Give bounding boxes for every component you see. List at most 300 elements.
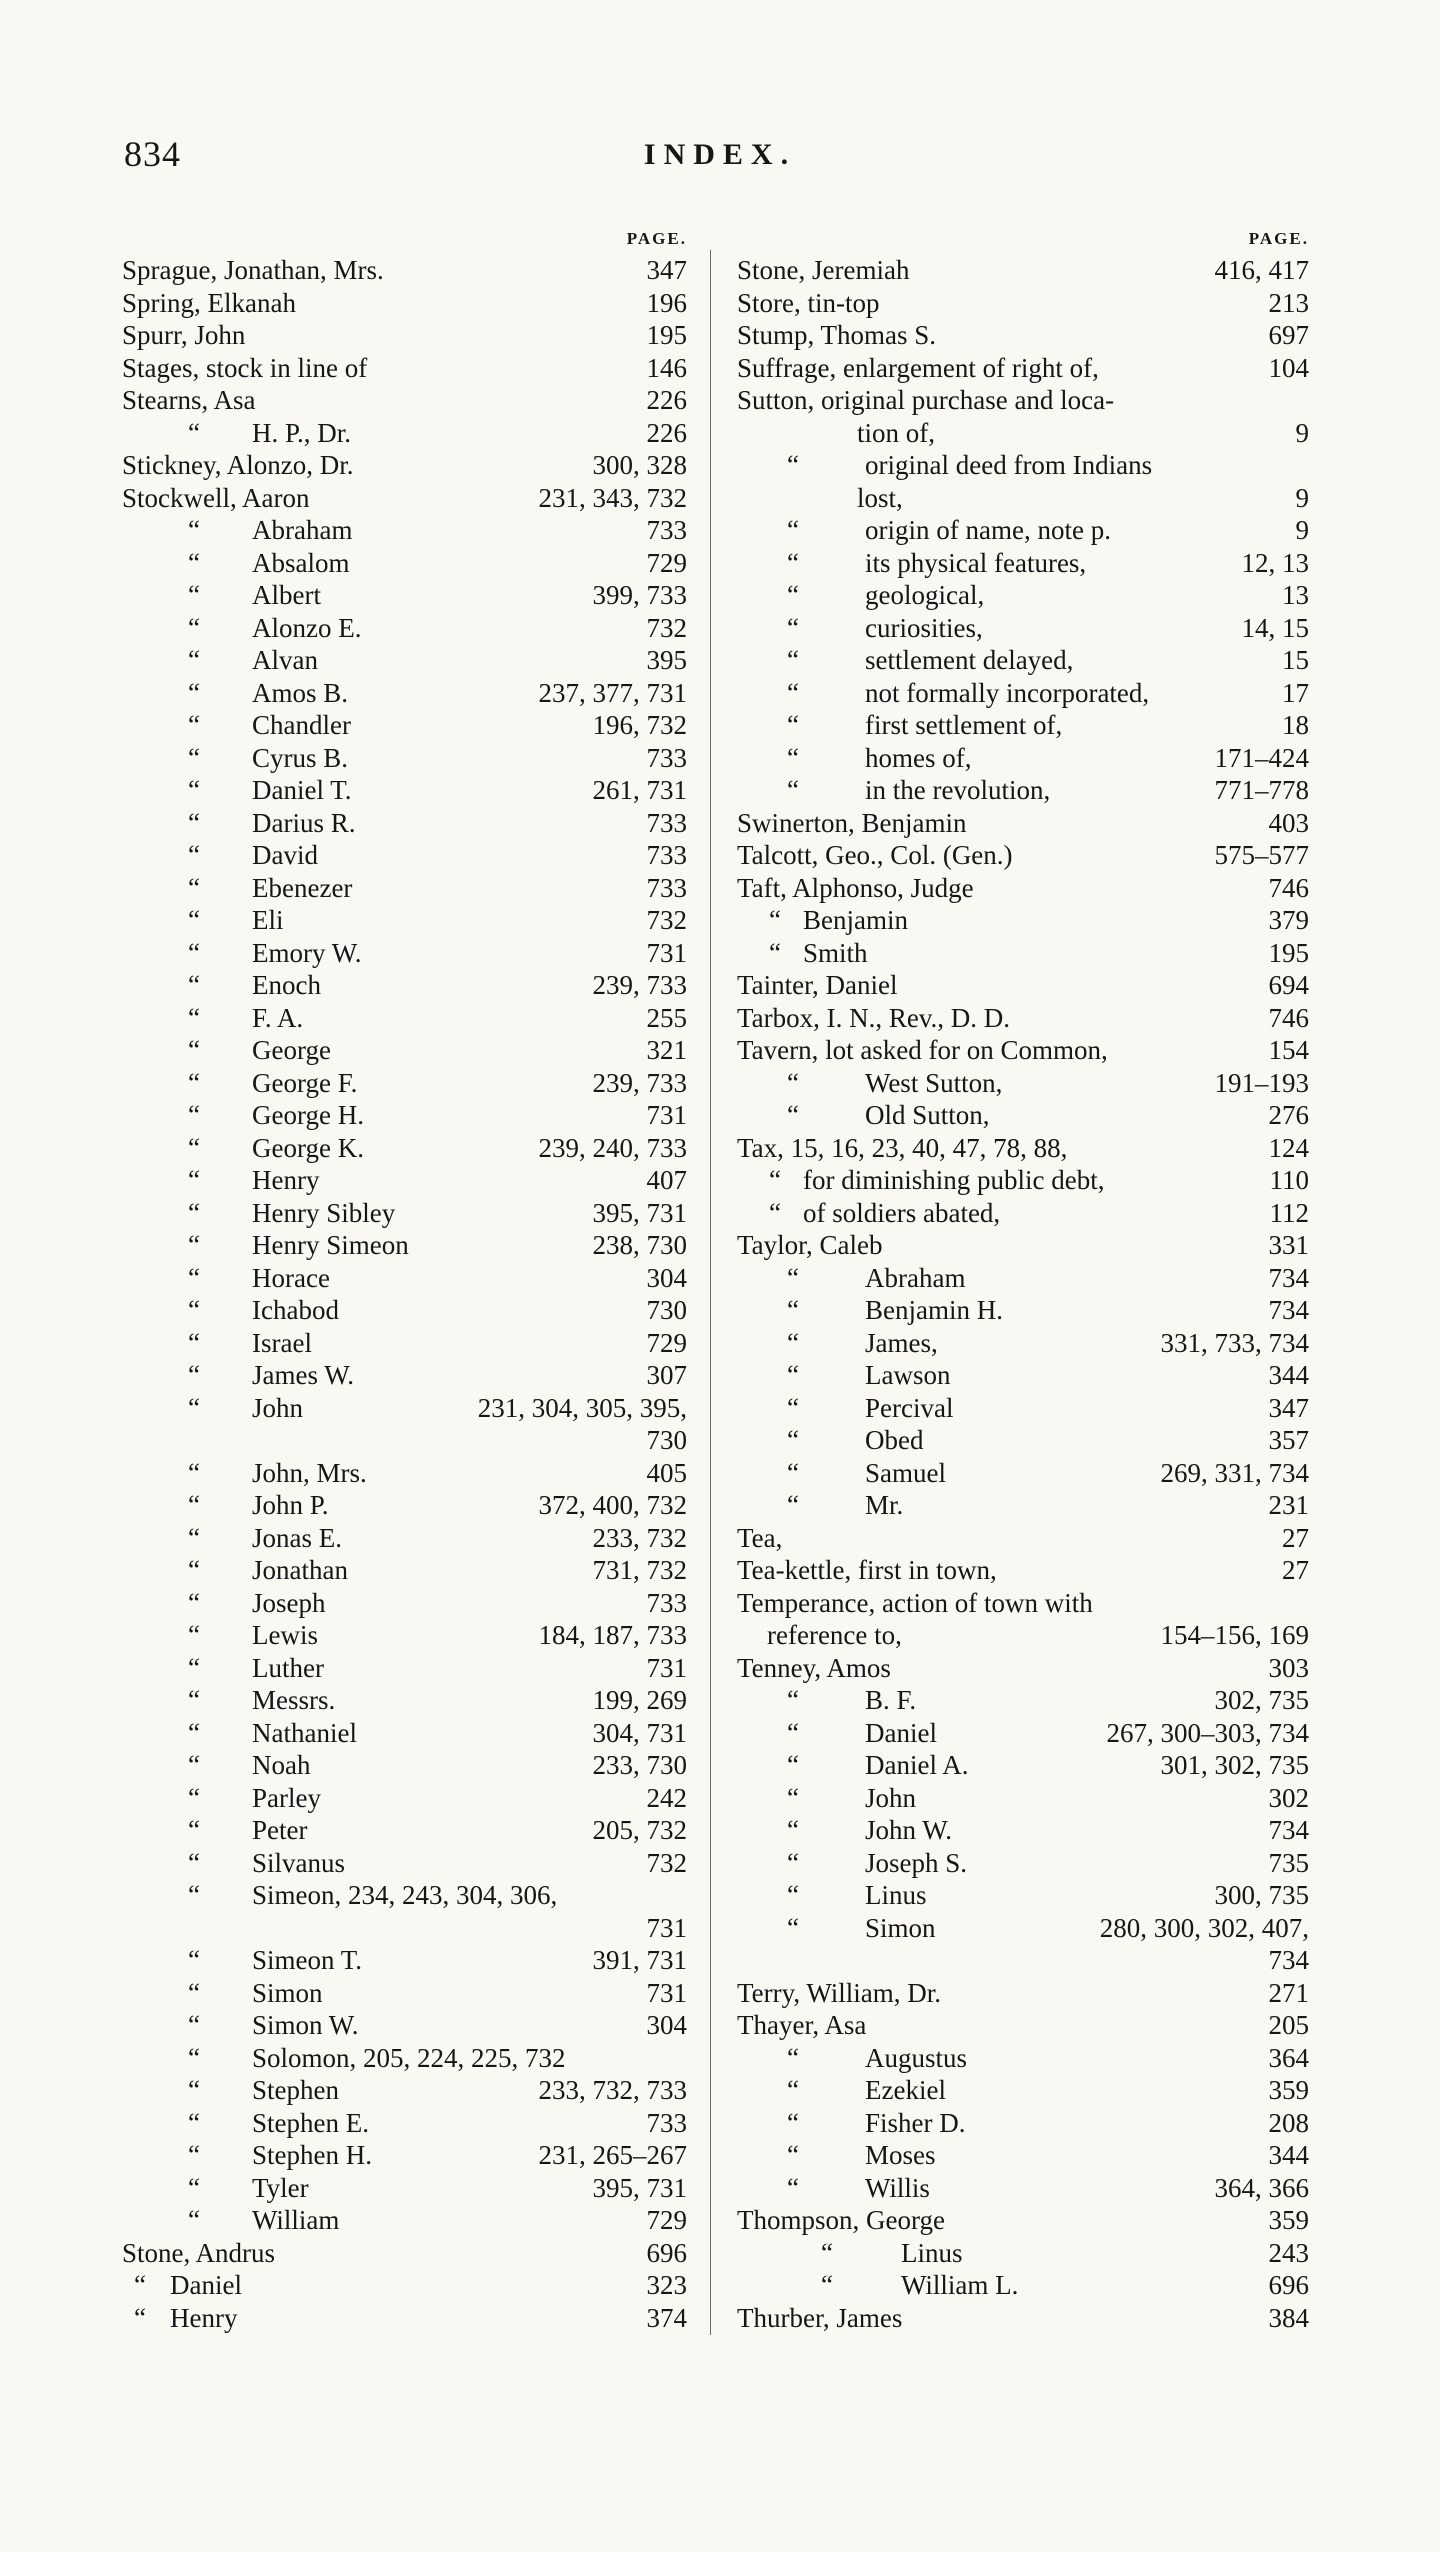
entry-pages: 191–193 <box>1214 1067 1309 1098</box>
entry-name-text: Thurber, James <box>737 2302 903 2333</box>
index-entry <box>737 352 1309 385</box>
entry-name-text: Horace <box>252 1262 330 1293</box>
entry-pages: 729 <box>646 547 687 578</box>
index-entry <box>122 417 687 450</box>
ditto-mark: “ <box>787 1782 799 1813</box>
entry-pages: 205 <box>1268 2010 1309 2040</box>
index-entry <box>737 1262 1309 1295</box>
entry-pages: 233, 730 <box>592 1750 687 1780</box>
entry-name <box>737 2237 1269 2270</box>
index-entry <box>737 1489 1309 1522</box>
index-entry <box>122 1944 687 1977</box>
entry-pages: 395 <box>646 645 687 675</box>
entry-name <box>122 2042 687 2075</box>
entry-name <box>122 612 647 645</box>
entry-name <box>122 384 647 417</box>
entry-name-text: Stickney, Alonzo, Dr. <box>122 450 354 480</box>
index-entry <box>737 1944 1309 1977</box>
entry-name-text: Jonas E. <box>252 1522 342 1553</box>
entry-name-text: Tea, <box>737 1522 783 1553</box>
entry-pages: 226 <box>646 417 687 448</box>
entry-name-text: Swinerton, Benjamin <box>737 807 967 838</box>
index-entry <box>122 1229 687 1262</box>
index-entry <box>737 807 1309 840</box>
entry-name-text: Taft, Alphonso, Judge <box>737 872 974 903</box>
index-entry <box>122 319 687 352</box>
entry-name <box>122 969 593 1002</box>
ditto-mark: “ <box>769 937 781 968</box>
index-entry <box>122 254 687 287</box>
ditto-mark: “ <box>188 1587 200 1618</box>
entry-name <box>737 1424 1269 1457</box>
entry-pages: 233, 732, 733 <box>538 2075 687 2105</box>
ditto-mark: “ <box>787 2042 799 2073</box>
index-entry <box>737 1587 1309 1620</box>
index-entry <box>737 937 1309 970</box>
index-entry <box>122 1652 687 1685</box>
entry-name-text: Simeon T. <box>252 1945 363 1975</box>
index-entry <box>737 2204 1309 2237</box>
entry-name <box>122 1814 593 1847</box>
entry-name-text: Chandler <box>252 710 351 740</box>
entry-pages: 304 <box>646 1262 687 1293</box>
index-entry <box>737 1002 1309 1035</box>
entry-name <box>122 1489 539 1522</box>
entry-pages: 184, 187, 733 <box>538 1620 687 1650</box>
entry-name <box>122 449 593 482</box>
entry-name <box>122 319 647 352</box>
entry-name-text: Peter <box>252 1815 308 1845</box>
ditto-mark: “ <box>787 1750 799 1780</box>
index-entry <box>737 709 1309 742</box>
entry-name-text: Enoch <box>252 970 321 1000</box>
entry-name <box>737 2009 1269 2042</box>
entry-name <box>737 904 1269 937</box>
ditto-mark: “ <box>188 1782 200 1813</box>
entry-pages: 372, 400, 732 <box>538 1490 687 1520</box>
entry-pages: 731 <box>646 1652 687 1683</box>
index-entry <box>737 1749 1309 1782</box>
entry-name <box>737 2172 1215 2205</box>
index-entry <box>737 742 1309 775</box>
ditto-mark: “ <box>787 612 799 643</box>
index-entry <box>737 417 1309 450</box>
entry-name <box>737 742 1215 775</box>
index-entry <box>737 644 1309 677</box>
index-entry <box>122 352 687 385</box>
entry-name <box>122 1554 593 1587</box>
entry-name-text: James W. <box>252 1360 355 1390</box>
entry-name-text: George <box>252 1035 331 1065</box>
ditto-mark: “ <box>821 2270 833 2300</box>
entry-name-text: Spurr, John <box>122 320 246 350</box>
entry-name <box>122 872 647 905</box>
ditto-mark: “ <box>787 1717 799 1748</box>
index-entry <box>737 1652 1309 1685</box>
entry-name <box>122 2302 647 2335</box>
entry-name-text: Ezekiel <box>865 2075 946 2105</box>
entry-name-text: Simon <box>252 1977 323 2008</box>
entry-pages: 303 <box>1268 1652 1309 1683</box>
ditto-mark: “ <box>188 1652 200 1683</box>
entry-name <box>122 709 593 742</box>
entry-name <box>737 1132 1269 1165</box>
entry-name-text: Sprague, Jonathan, Mrs. <box>122 255 384 285</box>
entry-name <box>122 1262 647 1295</box>
entry-name <box>737 2042 1269 2075</box>
entry-name-text: Simon <box>865 1912 936 1943</box>
ditto-mark: “ <box>188 970 200 1000</box>
entry-pages: 231, 265–267 <box>538 2140 687 2170</box>
ditto-mark: “ <box>787 1100 799 1130</box>
ditto-mark: “ <box>188 1685 200 1715</box>
entry-name-text: Moses <box>865 2140 936 2170</box>
ditto-mark: “ <box>787 645 799 675</box>
index-entry <box>122 1359 687 1392</box>
entry-name-text: Thayer, Asa <box>737 2010 867 2040</box>
entry-name-text: Luther <box>252 1652 324 1683</box>
index-entry <box>122 2074 687 2107</box>
entry-name-text: Old Sutton, <box>865 1100 990 1130</box>
entry-name <box>737 482 1296 515</box>
entry-name <box>122 352 647 385</box>
entry-name <box>122 2074 539 2107</box>
index-entry <box>122 1034 687 1067</box>
entry-pages: 27 <box>1282 1555 1309 1585</box>
entry-name-text: Stephen H. <box>252 2140 372 2170</box>
entry-pages: 405 <box>646 1457 687 1488</box>
index-entry <box>122 839 687 872</box>
ditto-mark: “ <box>188 742 200 773</box>
entry-pages: 331, 733, 734 <box>1160 1327 1309 1358</box>
ditto-mark: “ <box>188 1392 200 1423</box>
index-entry <box>737 1814 1309 1847</box>
entry-name <box>122 2204 647 2237</box>
entry-name <box>122 1229 593 1262</box>
entry-name-text: Smith <box>803 937 868 968</box>
index-entry <box>737 1782 1309 1815</box>
entry-name <box>737 1977 1269 2010</box>
entry-name <box>122 254 647 287</box>
index-entry <box>737 1197 1309 1230</box>
entry-pages: 359 <box>1268 2075 1309 2105</box>
ditto-mark: “ <box>188 1295 200 1325</box>
entry-name-text: Stump, Thomas S. <box>737 320 937 350</box>
index-entry <box>122 547 687 580</box>
entry-pages: 733 <box>646 1587 687 1618</box>
index-entry <box>737 254 1309 287</box>
ditto-mark: “ <box>134 2270 146 2300</box>
index-entry <box>122 1522 687 1555</box>
entry-pages: 269, 331, 734 <box>1160 1457 1309 1488</box>
page-number: 834 <box>124 134 181 174</box>
index-entry <box>122 1847 687 1880</box>
entry-name <box>122 1944 593 1977</box>
entry-pages: 261, 731 <box>592 775 687 805</box>
entry-name <box>737 1489 1269 1522</box>
entry-name-text: George H. <box>252 1100 364 1130</box>
entry-pages: 746 <box>1268 872 1309 903</box>
index-entry <box>122 1587 687 1620</box>
entry-name <box>737 1034 1269 1067</box>
entry-name <box>122 904 647 937</box>
index-entry <box>122 1197 687 1230</box>
ditto-mark: “ <box>787 1457 799 1488</box>
index-entry <box>737 1034 1309 1067</box>
entry-name <box>122 1717 593 1750</box>
entry-name <box>737 1912 1100 1945</box>
entry-pages: 733 <box>646 872 687 903</box>
entry-name-text: tion of, <box>857 417 935 448</box>
index-entry <box>737 2074 1309 2107</box>
entry-name-text: curiosities, <box>865 612 983 643</box>
entry-pages: 359 <box>1268 2205 1309 2235</box>
entry-name <box>737 1879 1215 1912</box>
entry-pages: 243 <box>1268 2237 1309 2268</box>
index-entry <box>737 1294 1309 1327</box>
index-entry <box>122 872 687 905</box>
index-entry <box>737 1554 1309 1587</box>
entry-name-text: Messrs. <box>252 1685 336 1715</box>
index-entry <box>737 1359 1309 1392</box>
entry-pages: 237, 377, 731 <box>538 677 687 708</box>
entry-name-text: John, Mrs. <box>252 1457 367 1488</box>
entry-pages: 696 <box>646 2237 687 2268</box>
entry-pages: 731 <box>646 1100 687 1130</box>
ditto-mark: “ <box>188 1035 200 1065</box>
entry-name-text: Noah <box>252 1750 311 1780</box>
index-entry <box>737 1684 1309 1717</box>
entry-name-text: Mr. <box>865 1490 904 1520</box>
ditto-mark: “ <box>787 450 799 480</box>
ditto-mark: “ <box>787 1067 799 1098</box>
index-entry <box>737 1457 1309 1490</box>
entry-name-text: John W. <box>865 1815 953 1845</box>
entry-pages: 734 <box>1268 1295 1309 1325</box>
entry-name-text: Obed <box>865 1425 924 1455</box>
index-entry <box>737 2172 1309 2205</box>
entry-name-text: Emory W. <box>252 937 362 968</box>
entry-name-text: Tenney, Amos <box>737 1652 891 1683</box>
index-entry <box>737 2107 1309 2140</box>
ditto-mark: “ <box>769 1197 781 1228</box>
index-entry <box>122 579 687 612</box>
entry-name-text: Thompson, George <box>737 2205 945 2235</box>
index-entry <box>122 904 687 937</box>
entry-pages: 416, 417 <box>1214 255 1309 285</box>
entry-pages: 195 <box>646 320 687 350</box>
index-entry <box>737 514 1309 547</box>
ditto-mark: “ <box>188 1360 200 1390</box>
ditto-mark: “ <box>787 1685 799 1715</box>
entry-pages: 694 <box>1268 970 1309 1000</box>
entry-name <box>122 1977 647 2010</box>
entry-pages: 271 <box>1268 1977 1309 2008</box>
ditto-mark: “ <box>188 1002 200 1033</box>
index-entry <box>122 449 687 482</box>
entry-name <box>122 742 647 775</box>
entry-pages: 731 <box>646 1977 687 2008</box>
ditto-mark: “ <box>188 775 200 805</box>
entry-name-text: Tainter, Daniel <box>737 970 898 1000</box>
entry-name-text: Lawson <box>865 1360 951 1390</box>
entry-pages: 731, 732 <box>592 1555 687 1585</box>
entry-name <box>122 2172 593 2205</box>
index-entry <box>737 774 1309 807</box>
index-entry <box>737 579 1309 612</box>
entry-pages: 344 <box>1268 2140 1309 2170</box>
ditto-mark: “ <box>787 1360 799 1390</box>
entry-pages: 733 <box>646 807 687 838</box>
entry-pages: 15 <box>1282 645 1309 675</box>
entry-pages: 301, 302, 735 <box>1160 1750 1309 1780</box>
index-column-left <box>122 224 687 2334</box>
entry-pages: 734 <box>1268 1815 1309 1845</box>
entry-name <box>122 1132 539 1165</box>
entry-name-text: its physical features, <box>865 547 1087 578</box>
ditto-mark: “ <box>787 710 799 740</box>
index-entry <box>122 2204 687 2237</box>
entry-name-text: Jonathan <box>252 1555 348 1585</box>
entry-name <box>737 254 1215 287</box>
entry-pages: 302, 735 <box>1214 1685 1309 1715</box>
entry-name <box>122 1392 478 1425</box>
entry-name <box>737 1587 1309 1620</box>
entry-name <box>737 937 1269 970</box>
entry-name-text: Linus <box>865 1880 927 1910</box>
entry-name-text: Alonzo E. <box>252 612 362 643</box>
index-entry <box>122 1262 687 1295</box>
entry-pages: 112 <box>1269 1197 1309 1228</box>
entry-name-text: Ebenezer <box>252 872 353 903</box>
ditto-mark: “ <box>188 905 200 935</box>
entry-pages: 344 <box>1268 1360 1309 1390</box>
ditto-mark: “ <box>188 2010 200 2040</box>
ditto-mark: “ <box>188 1197 200 1228</box>
entry-name <box>737 839 1215 872</box>
entry-name <box>122 417 647 450</box>
entry-name-text: of soldiers abated, <box>803 1197 1001 1228</box>
entry-name-text: Henry Sibley <box>252 1197 396 1228</box>
index-entry <box>737 1327 1309 1360</box>
ditto-mark: “ <box>188 1230 200 1260</box>
entry-name-text: Daniel A. <box>865 1750 969 1780</box>
ditto-mark: “ <box>188 1327 200 1358</box>
entry-name-text: Spring, Elkanah <box>122 287 296 318</box>
ditto-mark: “ <box>188 547 200 578</box>
entry-pages: 407 <box>646 1165 687 1195</box>
ditto-mark: “ <box>188 1522 200 1553</box>
index-entry <box>737 1912 1309 1945</box>
entry-name <box>737 1327 1161 1360</box>
entry-name-text: Taylor, Caleb <box>737 1230 883 1260</box>
entry-name-text: Talcott, Geo., Col. (Gen.) <box>737 840 1013 870</box>
entry-name-text: Temperance, action of town with <box>737 1587 1093 1618</box>
entry-pages: 231, 343, 732 <box>538 482 687 513</box>
entry-name-text: Abraham <box>865 1262 966 1293</box>
index-entry <box>122 1099 687 1132</box>
entry-name <box>737 774 1215 807</box>
entry-name <box>737 1002 1269 1035</box>
entry-name-text: Tarbox, I. N., Rev., D. D. <box>737 1002 1011 1033</box>
entry-name <box>737 1814 1269 1847</box>
entry-name-text: lost, <box>857 482 903 513</box>
running-title: INDEX. <box>643 138 797 171</box>
ditto-mark: “ <box>188 515 200 545</box>
ditto-mark: “ <box>188 937 200 968</box>
entry-pages: 395, 731 <box>592 2172 687 2203</box>
index-entry <box>737 1717 1309 1750</box>
entry-pages: 732 <box>646 905 687 935</box>
index-entries-right <box>737 254 1309 2334</box>
entry-pages: 110 <box>1269 1165 1309 1195</box>
index-entry <box>122 1684 687 1717</box>
index-entry <box>122 1554 687 1587</box>
ditto-mark: “ <box>188 2042 200 2073</box>
entry-pages: 154–156, 169 <box>1160 1620 1309 1650</box>
entry-name-text: F. A. <box>252 1002 304 1033</box>
entry-pages: 730 <box>646 1425 687 1455</box>
ditto-mark: “ <box>787 1912 799 1943</box>
ditto-mark: “ <box>787 547 799 578</box>
ditto-mark: “ <box>787 2140 799 2170</box>
entry-name <box>737 1652 1269 1685</box>
ditto-mark: “ <box>188 645 200 675</box>
index-column-right <box>737 224 1309 2334</box>
entry-name-text: H. P., Dr. <box>252 417 352 448</box>
entry-name-text: George K. <box>252 1132 364 1163</box>
entry-name-text: Daniel <box>865 1717 937 1748</box>
entry-name <box>122 1034 647 1067</box>
ditto-mark: “ <box>188 580 200 610</box>
entry-name <box>737 644 1282 677</box>
entry-name <box>737 1294 1269 1327</box>
entry-pages: 27 <box>1282 1522 1309 1553</box>
entry-pages: 733 <box>646 742 687 773</box>
entry-pages: 199, 269 <box>592 1685 687 1715</box>
index-entry <box>122 1912 687 1945</box>
index-entry <box>737 1879 1309 1912</box>
entry-name <box>737 2204 1269 2237</box>
entry-name <box>737 1619 1161 1652</box>
ditto-mark: “ <box>787 742 799 773</box>
entry-pages: 18 <box>1282 710 1309 740</box>
index-entry <box>737 1977 1309 2010</box>
entry-pages: 14, 15 <box>1241 612 1309 643</box>
entry-pages: 104 <box>1268 352 1309 383</box>
entry-pages: 208 <box>1268 2107 1309 2138</box>
entry-pages: 267, 300–303, 734 <box>1106 1717 1309 1748</box>
entry-pages: 730 <box>646 1295 687 1325</box>
entry-name <box>737 449 1309 482</box>
entry-name-text: Eli <box>252 905 284 935</box>
entry-name <box>122 839 647 872</box>
entry-name-text: Parley <box>252 1782 321 1813</box>
index-entry <box>122 1717 687 1750</box>
entry-pages: 154 <box>1268 1035 1309 1065</box>
entry-name <box>122 1619 539 1652</box>
entry-pages: 364, 366 <box>1214 2172 1309 2203</box>
index-entry <box>122 2172 687 2205</box>
index-entry <box>122 1392 687 1425</box>
index-entry <box>737 2139 1309 2172</box>
entry-name-text: in the revolution, <box>865 775 1051 805</box>
entry-name-text: Benjamin H. <box>865 1295 1003 1325</box>
entry-pages: 733 <box>646 2107 687 2138</box>
entry-name-text: Stages, stock in line of <box>122 352 368 383</box>
entry-name-text: Joseph <box>252 1587 326 1618</box>
entry-name-text: original deed from Indians <box>865 450 1153 480</box>
